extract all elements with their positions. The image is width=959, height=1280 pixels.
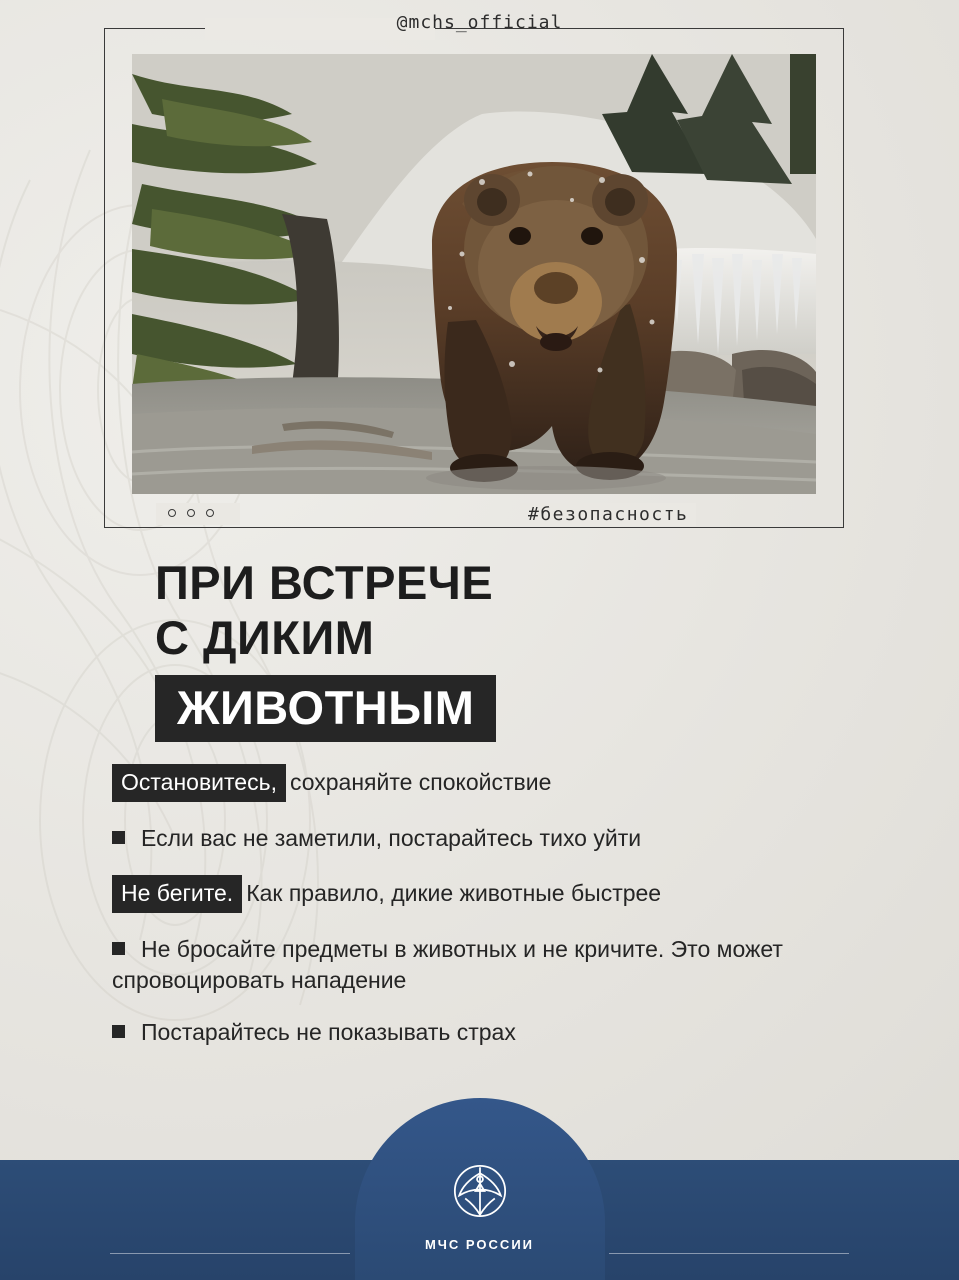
mchs-emblem-icon <box>443 1154 517 1228</box>
bullet-icon <box>112 942 125 955</box>
tip-text: Как правило, дикие животные быстрее <box>246 880 662 907</box>
list-item <box>112 764 902 802</box>
footer-rule-left <box>110 1253 350 1254</box>
bear-photo <box>132 54 816 494</box>
tip-text: Не бросайте предметы в животных и не кричите. Это может спровоцировать нападение <box>112 936 783 994</box>
list-item <box>112 934 902 996</box>
dot-1[interactable] <box>168 509 176 517</box>
footer-rule-right <box>609 1253 849 1254</box>
bullet-icon <box>112 831 125 844</box>
account-handle: @mchs_official <box>396 12 563 33</box>
headline-line-2: С ДИКИМ <box>155 610 375 664</box>
headline-line-1: ПРИ ВСТРЕЧЕ <box>155 556 494 609</box>
bullet-icon <box>112 1025 125 1038</box>
list-item <box>112 1017 902 1048</box>
tips-list <box>112 764 902 1069</box>
headline-highlight: ЖИВОТНЫМ <box>155 675 496 742</box>
dot-3[interactable] <box>206 509 214 517</box>
tip-highlight: Не бегите. <box>112 875 242 913</box>
tip-highlight: Остановитесь, <box>112 764 286 802</box>
list-item <box>112 875 902 913</box>
list-item <box>112 823 902 854</box>
carousel-dots[interactable] <box>168 509 214 517</box>
dot-2[interactable] <box>187 509 195 517</box>
headline-block <box>155 556 855 742</box>
tip-text: сохраняйте спокойствие <box>289 769 552 795</box>
hashtag-label: #безопасность <box>520 503 696 526</box>
tip-text: Постарайтесь не показывать страх <box>141 1019 516 1046</box>
footer-caption: МЧС РОССИИ <box>424 1237 535 1252</box>
tip-text: Если вас не заметили, постарайтесь тихо уйти <box>141 825 642 852</box>
